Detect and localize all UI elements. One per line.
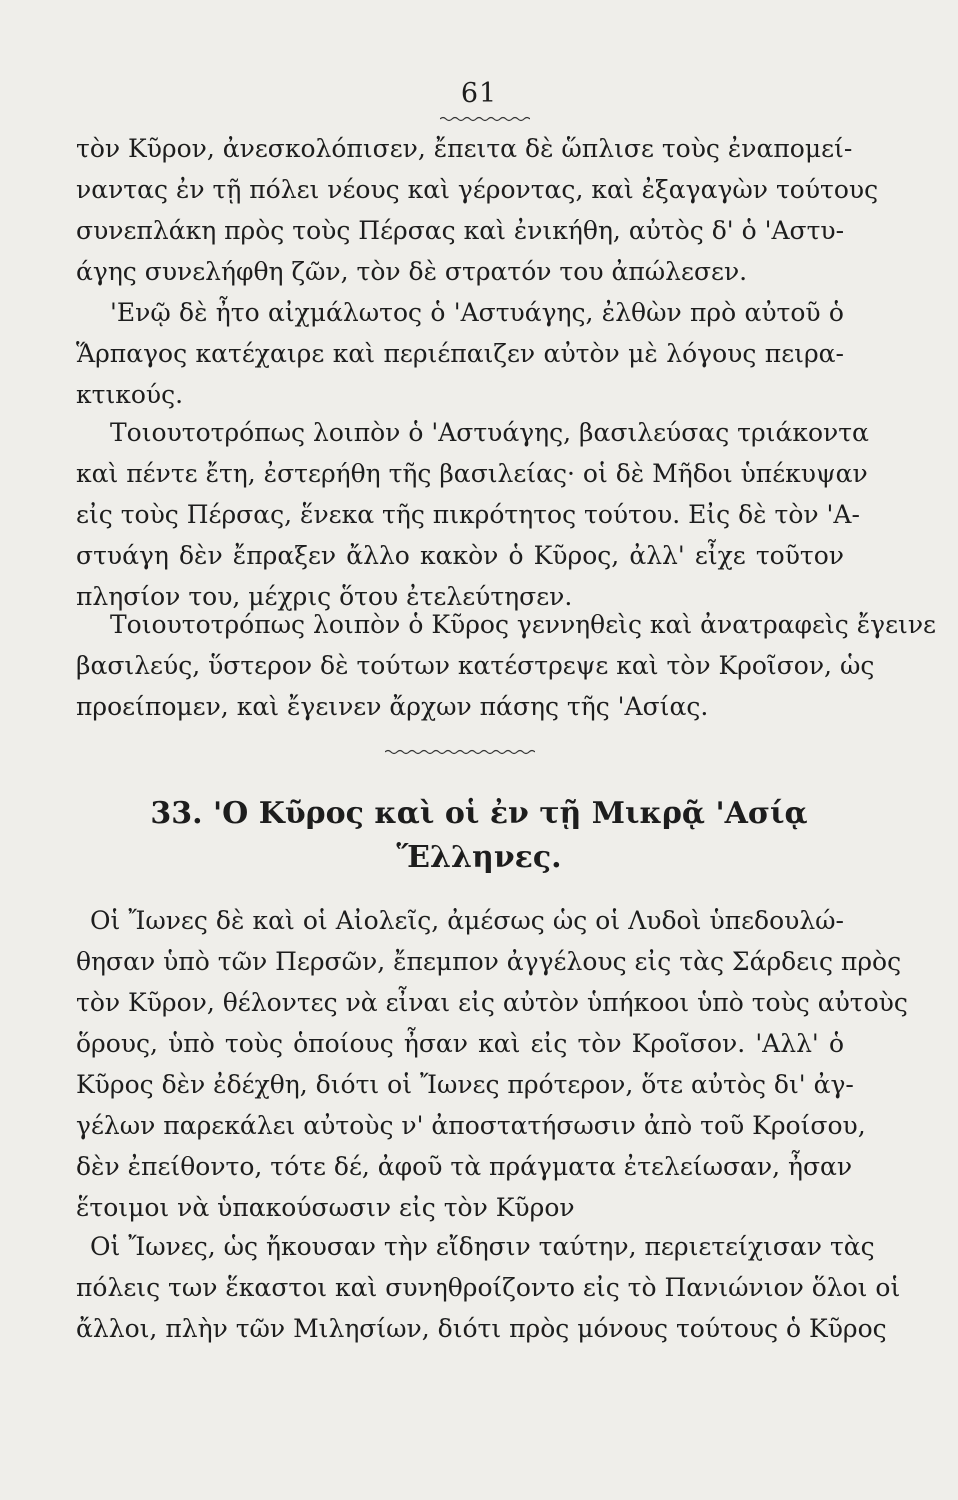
section-heading-line-2: Ἕλληνες. — [396, 840, 562, 875]
text-line: ἕτοιμοι νὰ ὑπακούσωσιν εἰς τὸν Κῦρον — [76, 1193, 575, 1222]
text-line: Οἱ Ἴωνες δὲ καὶ οἱ Αἰολεῖς, ἀμέσως ὡς οἱ Λυδοὶ ὑπεδουλώ- — [90, 906, 844, 935]
text-line: στυάγη δὲν ἔπραξεν ἄλλο κακὸν ὁ Κῦρος, ἀλλ' εἶχε τοῦτον — [76, 541, 844, 570]
text-line: Ἅρπαγος κατέχαιρε καὶ περιέπαιζεν αὐτὸν μὲ λόγους πειρα- — [76, 339, 844, 368]
text-line: γέλων παρεκάλει αὐτοὺς ν' ἀποστατήσωσιν ἀπὸ τοῦ Κροίσου, — [76, 1111, 866, 1140]
paragraph-5 — [76, 900, 908, 1228]
text-line: ἄλλοι, πλὴν τῶν Μιλησίων, διότι πρὸς μόνους τούτους ὁ Κῦρος — [76, 1314, 887, 1343]
text-line: συνεπλάκη πρὸς τοὺς Πέρσας καὶ ἐνικήθη, αὐτὸς δ' ὁ 'Αστυ- — [76, 216, 845, 245]
text-line: πόλεις των ἕκαστοι καὶ συνηθροίζοντο εἰς τὸ Πανιώνιον ὅλοι οἱ — [76, 1273, 901, 1302]
text-line: εἰς τοὺς Πέρσας, ἕνεκα τῆς πικρότητος τούτου. Εἰς δὲ τὸν 'Α- — [76, 500, 860, 529]
text-line: προείπομεν, καὶ ἔγεινεν ἄρχων πάσης τῆς 'Ασίας. — [76, 692, 709, 721]
text-line: πλησίον του, μέχρις ὅτου ἐτελεύτησεν. — [76, 582, 573, 611]
text-line: Κῦρος δὲν ἐδέχθη, διότι οἱ Ἴωνες πρότερον, ὅτε αὐτὸς δι' ἀγ- — [76, 1070, 854, 1099]
page-number-underline — [440, 116, 530, 122]
paragraph-6 — [76, 1226, 901, 1349]
section-heading: 33. 'Ο Κῦρος καὶ οἱ ἐν τῇ Μικρᾷ 'Ασίᾳ — [150, 796, 808, 831]
paragraph-3 — [76, 412, 869, 617]
paragraph-1 — [76, 128, 879, 292]
text-line: δὲν ἐπείθοντο, τότε δέ, ἀφοῦ τὰ πράγματα ἐτελείωσαν, ἦσαν — [76, 1152, 853, 1181]
text-line: άγης συνελήφθη ζῶν, τὸν δὲ στρατόν του ἀπώλεσεν. — [76, 257, 748, 286]
text-line: βασιλεύς, ὕστερον δὲ τούτων κατέστρεψε καὶ τὸν Κροῖσον, ὡς — [76, 651, 875, 680]
text-line: Οἱ Ἴωνες, ὡς ἤκουσαν τὴν εἴδησιν ταύτην, περιετείχισαν τὰς — [90, 1232, 875, 1261]
text-line: κτικούς. — [76, 380, 184, 409]
text-line: ναντας ἐν τῇ πόλει νέους καὶ γέροντας, καὶ ἐξαγαγὼν τούτους — [76, 175, 879, 204]
section-divider — [385, 748, 535, 756]
text-line: τὸν Κῦρον, ἀνεσκολόπισεν, ἔπειτα δὲ ὥπλισε τοὺς ἐναπομεί- — [76, 134, 853, 163]
text-line: 'Ενῷ δὲ ἦτο αἰχμάλωτος ὁ 'Αστυάγης, ἐλθὼν πρὸ αὐτοῦ ὁ — [110, 298, 844, 327]
paragraph-4 — [76, 604, 937, 727]
text-line: ὅρους, ὑπὸ τοὺς ὁποίους ἦσαν καὶ εἰς τὸν Κροῖσον. 'Αλλ' ὁ — [76, 1029, 844, 1058]
text-line: τὸν Κῦρον, θέλοντες νὰ εἶναι εἰς αὐτὸν ὑπήκοοι ὑπὸ τοὺς αὐτοὺς — [76, 988, 908, 1017]
paragraph-2 — [76, 292, 844, 415]
text-line: καὶ πέντε ἔτη, ἐστερήθη τῆς βασιλείας· οἱ δὲ Μῆδοι ὑπέκυψαν — [76, 459, 868, 488]
text-line: Τοιουτοτρόπως λοιπὸν ὁ 'Αστυάγης, βασιλεύσας τριάκοντα — [110, 418, 869, 447]
text-line: θησαν ὑπὸ τῶν Περσῶν, ἔπεμπον ἀγγέλους εἰς τὰς Σάρδεις πρὸς — [76, 947, 902, 976]
page-number: 61 — [460, 78, 498, 109]
text-line: Τοιουτοτρόπως λοιπὸν ὁ Κῦρος γεννηθεὶς καὶ ἀνατραφεὶς ἔγεινε — [110, 610, 937, 639]
